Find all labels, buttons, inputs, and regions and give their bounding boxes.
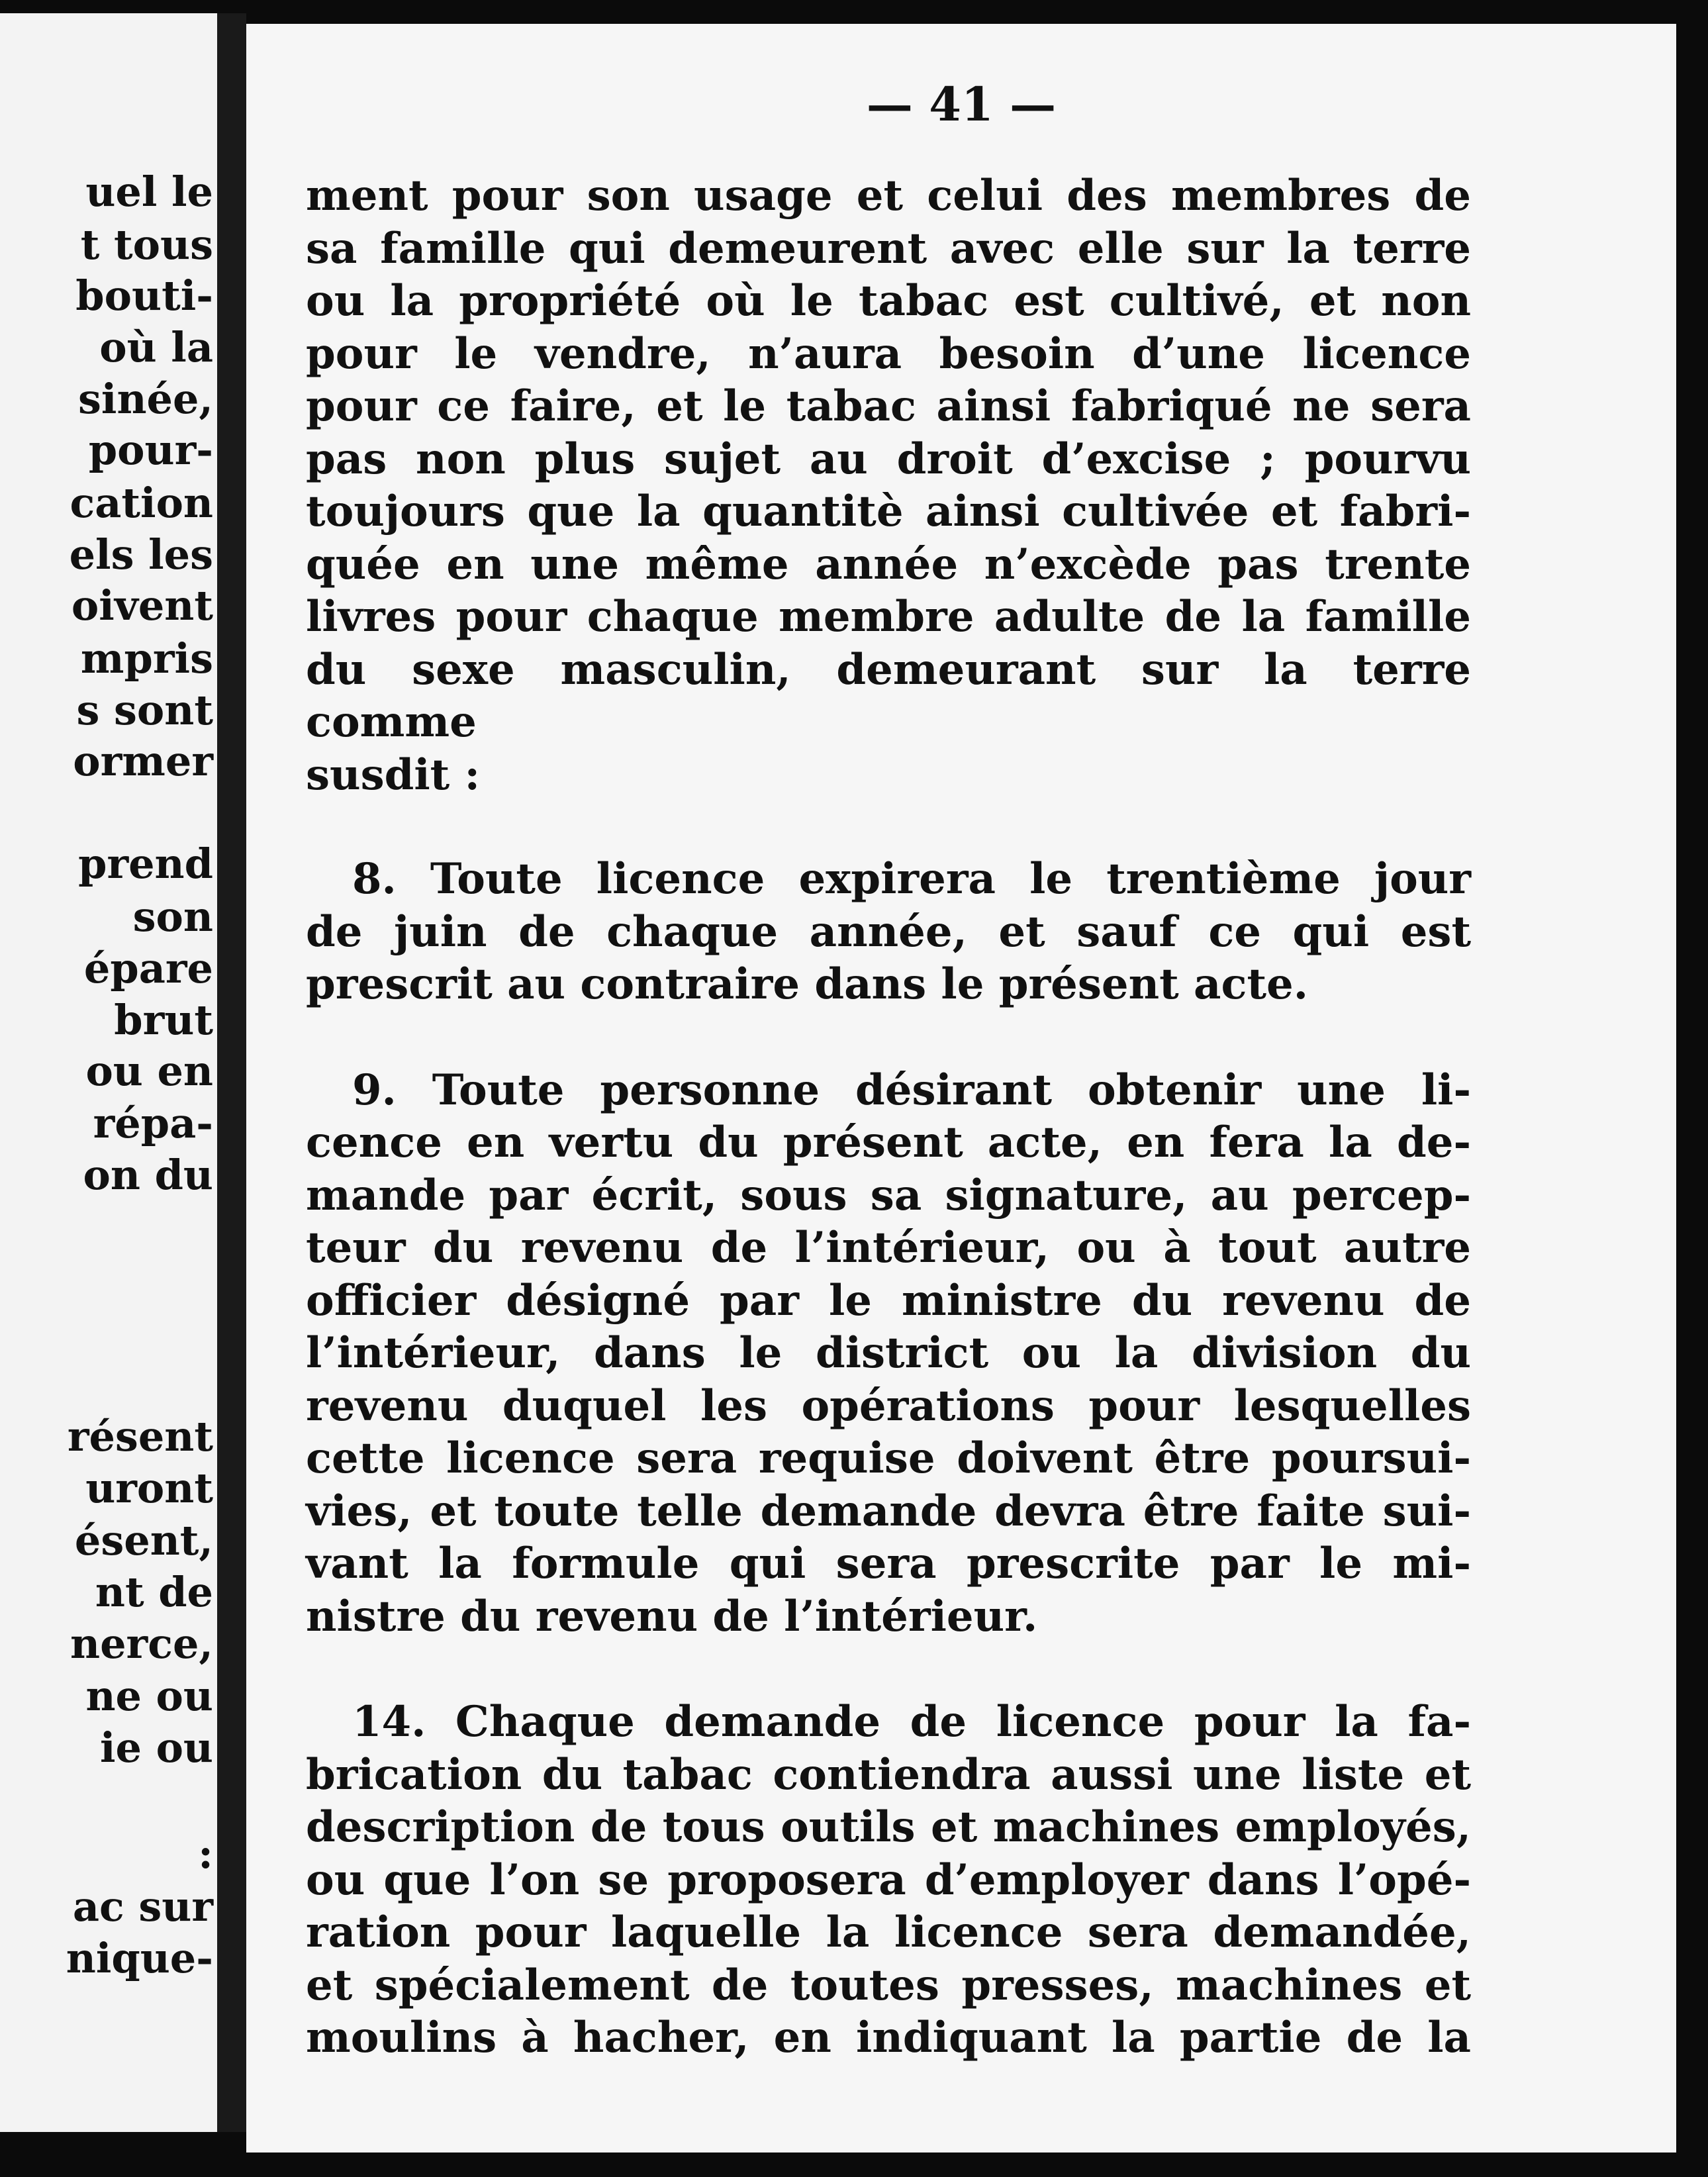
left-page-line: ésent,: [74, 1516, 213, 1565]
left-page-line: sinée,: [77, 375, 213, 423]
book-page: [246, 24, 1676, 2153]
text-line: teur du revenu de l’intérieur, ou à tout autre: [306, 1223, 1471, 1273]
text-line: brication du tabac contiendra aussi une liste et: [306, 1749, 1471, 1800]
left-page-line: on du: [83, 1151, 213, 1199]
paragraph-continuation: [306, 169, 1471, 801]
left-page-line: els les: [69, 530, 213, 579]
left-page-line: uel le: [85, 168, 213, 216]
text-line: toujours que la quantitè ainsi cultivée et fabri-: [306, 487, 1471, 536]
text-line: sa famille qui demeurent avec elle sur la terre: [306, 223, 1471, 273]
text-line: nistre du revenu de l’intérieur.: [306, 1591, 1038, 1641]
left-page-line: t tous: [80, 220, 213, 269]
text-line: cette licence sera requise doivent être poursui-: [306, 1433, 1471, 1483]
section-number: 8.: [352, 854, 397, 904]
text-line: pour le vendre, n’aura besoin d’une licence: [306, 328, 1471, 379]
left-page-line: son: [132, 893, 213, 941]
left-page-line: mpris: [80, 634, 213, 683]
left-page-line: cation: [70, 479, 213, 527]
left-page-line: :: [198, 1829, 213, 1878]
left-page-line: ou en: [85, 1047, 213, 1095]
text-line: Toute licence expirera le trentième jour: [430, 854, 1472, 904]
left-page-line: répa-: [93, 1099, 213, 1147]
section-14: [306, 1696, 1471, 2064]
text-line: ration pour laquelle la licence sera demandée,: [306, 1908, 1471, 1957]
left-page-line: ne ou: [85, 1672, 213, 1720]
left-page-line: nt de: [95, 1568, 213, 1616]
text-line: revenu duquel les opérations pour lesquelles: [306, 1380, 1471, 1431]
section-8: [306, 853, 1471, 1011]
text-line: ment pour son usage et celui des membres de: [306, 171, 1471, 220]
left-page-line: ie ou: [99, 1723, 213, 1772]
text-line: Chaque demande de licence pour la fa-: [455, 1697, 1472, 1747]
text-line: pas non plus sujet au droit d’excise ; pourvu: [306, 434, 1471, 484]
left-page-line: nerce,: [70, 1620, 213, 1668]
text-line: ou que l’on se proposera d’employer dans l’opé-: [306, 1855, 1471, 1905]
section-number: 14.: [352, 1697, 426, 1747]
left-page-line: uront: [85, 1464, 213, 1512]
text-line: mande par écrit, sous sa signature, au percep-: [306, 1170, 1471, 1220]
text-line: quée en une même année n’excède pas trente: [306, 539, 1471, 589]
left-page-line: résent: [67, 1412, 213, 1461]
text-line: description de tous outils et machines employés,: [306, 1802, 1471, 1852]
text-line: cence en vertu du présent acte, en fera la de-: [306, 1118, 1471, 1167]
text-line: vies, et toute telle demande devra être faite sui-: [306, 1486, 1471, 1536]
text-line: officier désigné par le ministre du revenu de: [306, 1275, 1471, 1326]
text-line: susdit :: [306, 750, 481, 800]
left-facing-page: [0, 13, 217, 2132]
text-line: et spécialement de toutes presses, machines et: [306, 1960, 1471, 2010]
text-line: Toute personne désirant obtenir une li-: [432, 1065, 1472, 1115]
section-number: 9.: [352, 1065, 397, 1115]
section-9: [306, 1064, 1471, 1643]
left-page-line: prend: [78, 840, 213, 888]
left-page-line: épare: [83, 944, 213, 992]
text-line: prescrit au contraire dans le présent acte.: [306, 959, 1308, 1009]
left-page-line: pour-: [88, 426, 213, 474]
page-number: — 41 —: [866, 77, 1057, 132]
text-line: vant la formule qui sera prescrite par le mi-: [306, 1539, 1471, 1588]
text-line: l’intérieur, dans le district ou la division du: [306, 1328, 1471, 1378]
text-line: moulins à hacher, en indiquant la partie de la: [306, 2013, 1471, 2062]
text-line: pour ce faire, et le tabac ainsi fabriqué ne sera: [306, 381, 1471, 431]
left-page-line: nique-: [66, 1934, 213, 1982]
left-page-line: ac sur: [72, 1882, 213, 1931]
left-page-line: où la: [99, 323, 213, 371]
left-page-line: brut: [114, 996, 213, 1044]
text-line: ou la propriété où le tabac est cultivé, et non: [306, 276, 1471, 326]
left-page-line: bouti-: [75, 271, 213, 320]
text-line: du sexe masculin, demeurant sur la terre comme: [306, 644, 1471, 747]
left-page-line: oivent: [71, 581, 213, 630]
book-gutter: [217, 13, 246, 2132]
left-page-line: ormer: [73, 737, 213, 785]
body-text: [306, 169, 1471, 2117]
left-page-line: s sont: [76, 686, 213, 734]
text-line: livres pour chaque membre adulte de la famille: [306, 592, 1471, 642]
text-line: de juin de chaque année, et sauf ce qui est: [306, 906, 1471, 957]
